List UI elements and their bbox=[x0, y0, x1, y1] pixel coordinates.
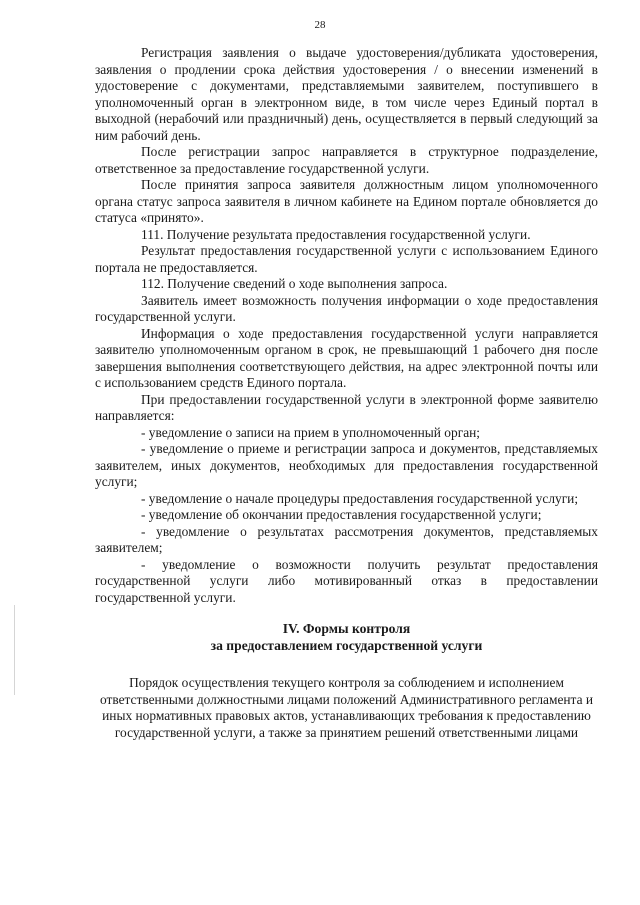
paragraph-item-111: 111. Получение результата предоставления государственной услуги. bbox=[141, 226, 531, 242]
bullet-start-notice: - уведомление о начале процедуры предоставления государственной услуги; bbox=[141, 490, 579, 506]
paragraph-item-112: 112. Получение сведений о ходе выполнения запроса. bbox=[141, 276, 448, 291]
bullet-appointment-notice: - уведомление о записи на прием в уполномоченный орган; bbox=[141, 424, 481, 440]
bullet-registration-notice: - уведомление о приеме и регистрации запроса и документов, представляемых заявителем, иных документов, необходимых для предоставления государственной услуги; bbox=[95, 441, 598, 489]
paragraph-after-registration: После регистрации запрос направляется в структурное подразделение, ответственное за предоставление государственной услуги. bbox=[95, 144, 598, 176]
bullet-result-possibility-notice: - уведомление о возможности получить результат предоставления государственной услуги либо мотивированный отказ в предоставлении государственной услуги. bbox=[95, 556, 598, 605]
paragraph-info-timing: Информация о ходе предоставления государственной услуги направляется заявителю уполномоченным органом в срок, не превышающий 1 рабочего дня после завершения выполнения соответствующего действия, на адрес электронной почты или с использованием средств Единого портала. bbox=[95, 325, 598, 390]
paragraph-electronic-form: При предоставлении государственной услуги в электронной форме заявителю направляется: bbox=[95, 391, 598, 423]
section-title-line2: за предоставлением государственной услуги bbox=[210, 637, 483, 653]
paragraph-status-accepted: После принятия запроса заявителя должностным лицом уполномоченного органа статус запроса заявителя в личном кабинете на Едином портале обновляется до статуса «принято». bbox=[95, 177, 598, 225]
paragraph-result-not-provided: Результат предоставления государственной услуги с использованием Единого портала не предоставляется. bbox=[95, 243, 598, 275]
paragraph-applicant-info: Заявитель имеет возможность получения информации о ходе предоставления государственной услуги. bbox=[95, 292, 598, 324]
section-title-line1: IV. Формы контроля bbox=[282, 621, 411, 636]
document-body bbox=[95, 45, 598, 741]
bullet-end-notice: - уведомление об окончании предоставления государственной услуги; bbox=[141, 507, 542, 522]
paragraph-registration: Регистрация заявления о выдаче удостоверения/дубликата удостоверения, заявления о продлении срока действия удостоверения / о внесении изменений в удостоверение с документами, представляемыми заявителем, поступившего в уполномоченный орган в электронном виде, в том числе через Единый портал в выходной (нерабочий или праздничный) день, осуществляется в первый следующий за ним рабочий день. bbox=[95, 45, 598, 143]
section-title bbox=[95, 621, 598, 654]
subsection-title: Порядок осуществления текущего контроля за соблюдением и исполнением ответственными должностными лицами положений Административного регламента и иных нормативных правовых актов, устанавливающих требования к предоставлению государственной услуги, а также за принятием решений ответственными лицами bbox=[99, 675, 594, 740]
scan-artifact-line bbox=[14, 605, 15, 695]
bullet-review-results-notice: - уведомление о результатах рассмотрения документов, представляемых заявителем; bbox=[95, 523, 598, 555]
page-number: 28 bbox=[314, 19, 326, 31]
